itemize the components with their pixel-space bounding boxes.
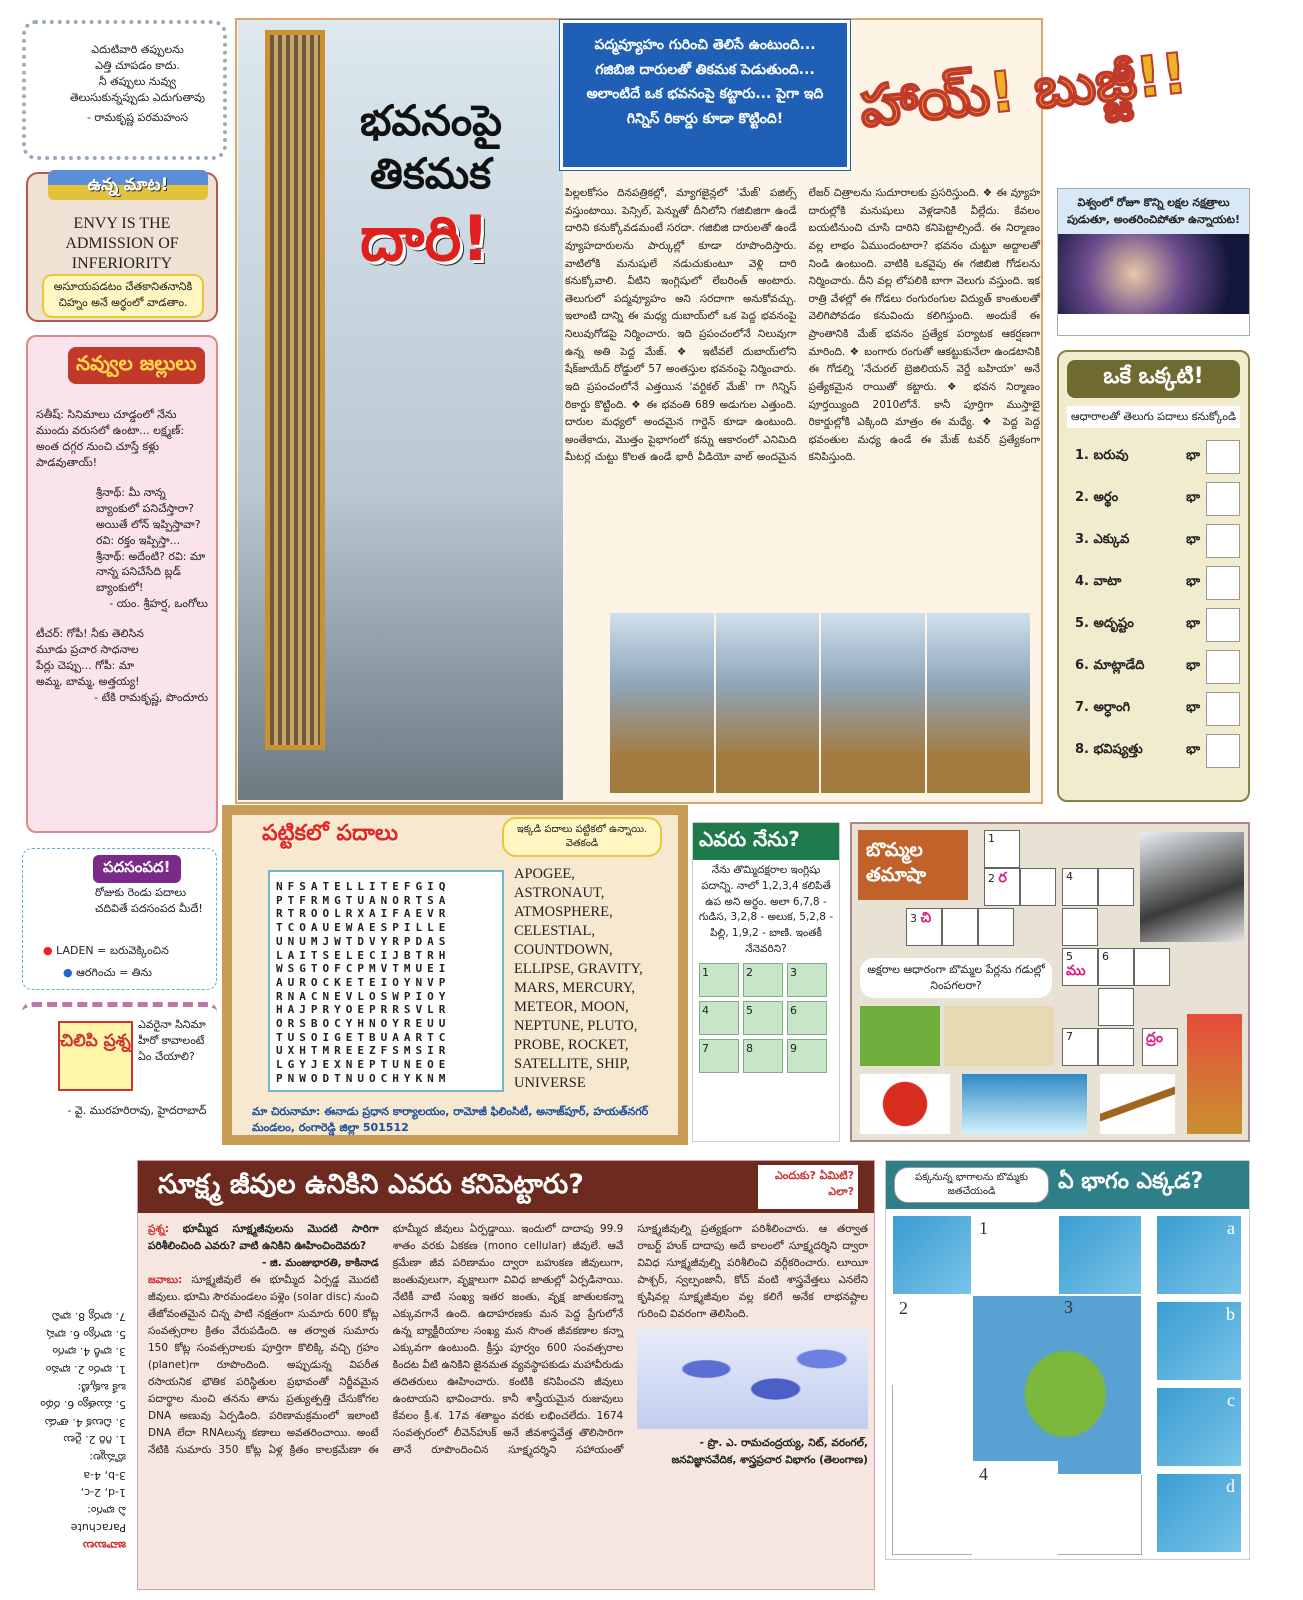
word: CELESTIAL,: [514, 923, 595, 939]
clue-row: [1067, 436, 1240, 478]
address: మా చిరునామా: ఈనాడు ప్రధాన కార్యాలయం, రామోజీ ఫిలింసిటీ, అనాజ్‌పూర్, హయత్‌నగర్ మండలం, రంగారెడ్డి జిల్లా 501512: [252, 1105, 649, 1134]
crossword-cell[interactable]: [978, 908, 1014, 946]
grid-row: RNACNEVLOSWPIOY: [276, 989, 451, 1003]
crossword-cell[interactable]: [1098, 1028, 1134, 1066]
answers-column: [20, 1160, 132, 1560]
answer-box[interactable]: [1206, 734, 1240, 768]
proverb-meaning: అసూయపడటం చేతకానితనానికి చిహ్నం అనే అర్థంలో వాడతాం.: [42, 274, 204, 318]
piece-slot[interactable]: [1058, 1215, 1142, 1295]
quote-author: - రామకృష్ణ పరమహంస: [86, 110, 189, 124]
word-1: LADEN = బరువెక్కించిన: [56, 944, 169, 957]
road-image: [1140, 832, 1244, 942]
joke: టీచర్: గోపీ! నీకు తెలిసిన మూడు ప్రచార సాధనాల పేర్లు చెప్పు... గోపీ: మా అమ్మ, బామ్మ, అత్తయ్య!: [36, 627, 144, 689]
slot-number: 1: [979, 1218, 988, 1238]
quote-box: [22, 20, 227, 160]
word: COUNTDOWN,: [514, 942, 613, 958]
letter-hint: ద్రం: [1146, 1030, 1163, 1046]
clue: 2. అర్థం: [1075, 489, 1119, 505]
word: UNIVERSE: [514, 1075, 586, 1091]
letter-hint: చి: [920, 910, 932, 926]
padasampada-box: [22, 848, 217, 990]
word-search-title: పట్టికలో పదాలు: [262, 821, 399, 846]
joke-author: - టేకి రామకృష్ణ, పొందూరు: [94, 691, 208, 704]
thread-ball-image: [860, 1074, 950, 1134]
answer-cell[interactable]: 2: [743, 963, 783, 997]
crossword-cell[interactable]: 6: [1098, 948, 1134, 986]
galaxy-image: [1058, 234, 1249, 314]
answer-label: జవాబు:: [148, 1274, 183, 1286]
grid-row: LGYJEXNEPTUNEOE: [276, 1058, 451, 1072]
word: METEOR, MOON,: [514, 999, 629, 1015]
question-label: ప్రశ్న:: [148, 1223, 169, 1235]
joke: శ్రీనాథ్: మీ నాన్న బ్యాంకులో పనిచేస్తారా? అయితే లోన్ ఇప్పిస్తావా? రవి: రక్తం ఇప్పిస్తా... శ్రీనాథ్: అదేంటి? రవి: మా నాన్న పనిచేసేది బ్లడ్ బ్యాంకులో!: [96, 485, 206, 595]
crossword-cell[interactable]: [1020, 868, 1056, 906]
evaru-nenu-question: నేను తొమ్మిదక్షరాల ఇంగ్లిషు పదాన్ని. నాలో 1,2,3,4 కలిపితే ఉప అని అర్థం. అలా 6,7,8 - గుడిస, 3,2,8 - అలుక, 5,2,8 - పిల్లి, 1,9,2 - బాణి. ఇంతకీ నేనెవరిని?: [698, 864, 834, 955]
quote-line: తెలుసుకున్నప్పుడు ఎదుగుతావు: [69, 90, 205, 104]
tower-photos: [610, 613, 1030, 793]
answer-line: 3. భారీ 4. భాగం: [52, 1345, 126, 1359]
answer-box[interactable]: [1206, 524, 1240, 558]
crossword-cell[interactable]: 7: [1062, 1028, 1098, 1066]
word-2: ఆరగించు = తిను: [76, 966, 152, 979]
answer-box[interactable]: [1206, 566, 1240, 600]
answer-line: 1-d, 2-c,: [80, 1486, 126, 1500]
ee-bhagam-ekkada-puzzle: [885, 1160, 1250, 1560]
padasampada-title: పదసంపద!: [93, 855, 181, 883]
headline-red: దారి!: [360, 202, 490, 275]
crossword-cell[interactable]: 2 ర: [984, 868, 1020, 906]
answer-line: ఏ భాగం:: [87, 1503, 126, 1517]
jokes-title: నవ్వుల జల్లులు: [68, 347, 205, 384]
crossword-cell[interactable]: [1142, 1028, 1178, 1066]
credit: - ప్రొ. ఎ. రామచంద్రయ్య, నిట్, వరంగల్, జనవిజ్ఞానవేదిక, శాస్త్రప్రచార విభాగం (తెలంగాణ): [671, 1437, 868, 1466]
piece-slot[interactable]: [1058, 1295, 1142, 1385]
grid-row: UXHTMREEZFSMSIR: [276, 1044, 451, 1058]
grid-row: PTFRMGTUANORTSA: [276, 893, 451, 907]
bommala-tamasha-puzzle: [850, 822, 1250, 1142]
answer-box[interactable]: [1206, 650, 1240, 684]
photo: [610, 613, 714, 793]
chilipi-title: చిలిపి ప్రశ్న: [58, 1021, 133, 1091]
crossword-cell[interactable]: 3 చి: [906, 908, 942, 946]
word: PROBE, ROCKET,: [514, 1037, 629, 1053]
bommala-instruction: అక్షరాల ఆధారంగా బొమ్మల పేర్లను గడుల్లో నింపగలరా?: [860, 958, 1052, 998]
grid-row: AUROCKETEIOYNVP: [276, 975, 451, 989]
crossword-cell[interactable]: [1062, 908, 1098, 946]
answer-cell[interactable]: 9: [787, 1039, 827, 1073]
prefix: భా: [1186, 447, 1200, 463]
clue: 8. భవిష్యత్తు: [1075, 741, 1143, 757]
clue-row: [1067, 562, 1240, 604]
clue-row: [1067, 520, 1240, 562]
parrot-image: [860, 1006, 940, 1066]
prefix: భా: [1186, 573, 1200, 589]
hai-bujji-logo: [856, 25, 1250, 175]
jokes-section: [26, 335, 218, 833]
clue-row: [1067, 478, 1240, 520]
answer-cell[interactable]: 7: [699, 1039, 739, 1073]
crossword-cell[interactable]: [1098, 988, 1134, 1026]
letter-hint: ర: [998, 870, 1007, 886]
clue: 1. బరువు: [1075, 447, 1129, 463]
answer-cell[interactable]: 8: [743, 1039, 783, 1073]
clue-row: [1067, 604, 1240, 646]
word: SATELLITE, SHIP,: [514, 1056, 630, 1072]
headline-line: భవనంపై: [360, 96, 503, 145]
slot-number: 4: [979, 1464, 988, 1484]
quote-line: ఎదుటివారి తప్పులను: [91, 43, 184, 56]
word-search-puzzle: [222, 805, 688, 1145]
bhagam-title: ఏ భాగం ఎక్కడ?: [1058, 1169, 1204, 1194]
grid-row: UNUMJWTDVYRPDAS: [276, 934, 451, 948]
word-list: [514, 865, 643, 1093]
word-meaning: ● LADEN = బరువెక్కించిన: [43, 944, 169, 957]
bacteria-image: [637, 1329, 868, 1429]
piece-label: a: [1227, 1218, 1235, 1238]
padasampada-text: రోజుకు రెండు పదాలు చదివితే పదసంపద మీదే!: [95, 886, 203, 915]
chilipi-prashna-box: [22, 1002, 217, 1142]
chilipi-author: - వై. మురహరిరావు, హైదరాబాద్: [67, 1104, 207, 1117]
word: NEPTUNE, PLUTO,: [514, 1018, 638, 1034]
clue: 6. మాట్లాడేది: [1075, 657, 1145, 673]
prefix: భా: [1186, 657, 1200, 673]
photo: [927, 613, 1031, 793]
answer-line: 1. గిరి 2. రైలు: [63, 1433, 126, 1447]
word-search-hint: ఇక్కడి పదాలు పట్టికలో ఉన్నాయి. వెతకండి: [502, 817, 662, 857]
prefix: భా: [1186, 741, 1200, 757]
photo: [716, 613, 820, 793]
chariot-image: [1187, 1014, 1242, 1134]
letter-grid: [268, 870, 504, 1092]
oke-okkati-instruction: ఆధారాలతో తెలుగు పదాలు కనుక్కోండి: [1067, 406, 1240, 428]
letter-hint: ము: [1066, 963, 1086, 979]
answer-line: 7. భార్య 8. భావి: [51, 1310, 126, 1324]
grid-row: WSGTOFCPMVTMUEI: [276, 962, 451, 976]
evaru-nenu-title: ఎవరు నేను?: [693, 823, 839, 860]
blurb-box: పద్మవ్యూహం గురించి తెలిసే ఉంటుంది... గజిబిజి దారులతో తికమక పెడుతుంది... అలాంటిదే ఒక భవనంపై కట్టారు... పైగా ఇది గిన్నిస్ రికార్డు కూడా కొట్టింది!: [560, 20, 850, 170]
article-body: పిల్లలకోసం దినపత్రికల్లో, మ్యాగజైన్లలో 'మేజ్' పజిల్స్ వస్తుంటాయి. పెన్సిల్, పెన్నుతో దీనిలోని గజిబిజిగా ఉండే దారిని కనుక్కోవడమంటే సరదా. గజిబిజి దారులతో ఉండే వ్యూహదారులను పార్కుల్లో కూడా రూపొందిస్తారు. వాటిలోకి మనుషులే నడుచుకుంటూ వెళ్లి దారి కనుక్కోవాలి. వీటిని ఇంగ్లిషులో లేబరింత్ అంటారు. తెలుగులో పద్మవ్యూహం అని సరదాగా అనుకోవచ్చు. ఇలాంటి దాన్ని ఈ మధ్య దుబాయ్‌లో ఒక పెద్ద భవనంపై నిలువుగోడపై నిర్మించారు. ఇది ప్రపంచంలోనే నిలువుగా ఉన్న అతి పెద్ద మేజ్. ❖ ఇటీవలే దుబాయ్‌లోని షేక్‌జాయేద్ రోడ్డులో 57 అంతస్తుల భవనంపై నిర్మించారు. ఇది ప్రపంచంలోనే ఎత్తయిన 'వర్టికల్ మేజ్' గా గిన్నిస్ రికార్డు కొట్టింది. ❖ ఈ భవంతి 689 అడుగుల ఎత్తుంది. దారుల మధ్యలో అందమైన గార్డెన్ కూడా ఉంటుంది. అంతేకాదు, మొత్తం పైభాగంలో కన్ను ఆకారంలో ఎనిమిది మీటర్ల చుట్టు కొలత ఉండే భారీ వీడియో వాల్ అందమైన లేజర్ చిత్రాలను సుదూరాలకు ప్రసరిస్తుంది. ❖ ఈ వ్యూహ దారుల్లోకి మనుషులు వెళ్లడానికి వీల్లేదు. కేవలం బయటినుంచి చూసి దారిని కనిపెట్టాల్సిందే. ఈ నిర్మాణం వల్ల లాభం ఏముందంటారా? భవనం చుట్టూ అద్దాలతో నిండి ఉంటుంది. వాటికి ఒకవైపు ఈ గజిబిజి గోడలను నిర్మించారు. దీని వల్ల లోపలికి బాగా వెలుగు వస్తుంది. ఇక రాత్రి వేళల్లో ఈ గోడలు రంగురంగుల విద్యుత్ కాంతులతో వెలిగిపోవడం కనువిందు కలిగిస్తుంది. అందుకే ఈ ప్రాంతానికి మేజ్ భవనం ప్రత్యేక పర్యాటక ఆకర్షణగా మారింది. ❖ బంగారు రంగుతో ఆకట్టుకునేలా ఉండటానికి ఈ గోడల్ని 'నేచురల్ బ్రెజిలియన్ వెర్డే బహియా' అనే ప్రత్యేకమైన రాయితో కట్టారు. ❖ భవన నిర్మాణం పూర్తయ్యింది 2010లోనే. కానీ పూర్తిగా ముస్తాబై రికార్డుల్లోకి ఎక్కింది మాత్రం ఈ మధ్యే. ❖ పెద్ద పెద్ద భవంతుల మధ్య ఉండే ఈ మేజ్ టవర్ ప్రత్యేకంగా కనిపిస్తుంది.: [565, 187, 1040, 464]
word-meaning: ● ఆరగించు = తిను: [63, 966, 152, 979]
word: ATMOSPHERE,: [514, 904, 613, 920]
slot-number: 2: [899, 1298, 908, 1318]
clue: 3. ఎక్కువ: [1075, 531, 1130, 547]
answer-line: Parachute: [70, 1521, 126, 1535]
puzzle-piece[interactable]: [1156, 1473, 1242, 1553]
headline: [360, 95, 502, 278]
answer-text: సూక్ష్మజీవులే ఈ భూమ్మీద ఏర్పడ్డ మొదటి జీవులు. భూమి సౌరమండలం పళ్లెం (solar disc) నుంచి తేజోవంతమైన చిన్న పాటి నక్షత్రంగా సుమారు 600 కోట్ల సంవత్సరాల క్రితం వేరుపడింది. ఆ తర్వాత సుమారు 150 కోట్ల సంవత్సరాలకు పూర్తిగా కొలిక్కి వచ్చి గ్రహం (planet)గా రూపొందింది. అప్పుడున్న విపరీత రసాయనిక భౌతిక పరిస్థితుల ప్రభావంతో నిర్జీవమైన పదార్థాల నుంచి తనను తాను ప్రత్యుత్పత్తి చేసుకోగల DNA అణువు ఏర్పడింది. పరిణామక్రమంలో ఇలాంటి DNA లేదా RNAలున్న కణాలు అవతరించాయి. అంటే నేటికి సుమారు 350 కోట్ల ఏళ్ల క్రితం కాలక్రమేణా ఈ భూమ్మీద జీవులు ఏర్పడ్డాయి. ఇందులో దాదాపు 99.9 శాతం వరకు ఏకకణ (mono cellular) జీవులే. ఆవే క్రమేణా జీవ పరిణామం ద్వారా బహుకణ జీవులుగా, జంతువులుగా, వృక్షాలుగా వివిధ జాతుల్లో ఏర్పడినాయి. నేటికీ వాటి సంఖ్య ఇతర జంతు, వృక్ష జాతులకన్నా ఎక్కువగానే ఉంది. ఉదాహరణకు మన పెద్ద ప్రేగులోనే ఉన్న బ్యాక్టీరియాల సంఖ్య మన సొంత జీవకణాల కన్నా ఎక్కువగా ఉంటుంది. క్రీస్తు పూర్వం 600 సంవత్సరాల కిందట వీటి ఉనికిని జైనమత వ్యవస్థాపకుడు మహావీరుడు తదితరులు ఊహించారు. కంటికి కనిపించని జీవులు ఉంటాయని భావించారు. కానీ శాస్త్రీయమైన రుజువులు కేవలం క్రీ.శ. 17వ శతాబ్దం వరకు లభించలేదు. 1674 సంవత్సరంలో లీవెన్‌హుక్ అనే జీవశాస్త్రవేత్త తొలిసారిగా తానే రూపొందించిన సూక్ష్మదర్శిని సహాయంతో సూక్ష్మజీవుల్ని ప్రత్యక్షంగా పరిశీలించారు. ఆ తర్వాత రాబర్ట్ హుక్ దాదాపు అదే కాలంలో సూక్ష్మదర్శిని ద్వారా వివిధ సూక్ష్మజీవుల్ని పరిశీలించి వర్గీకరించారు. లూయీ పాశ్చర్, స్వల్పంజానీ, కోచ్ వంటి శాస్త్రవేత్తలు ఎనలేని కృషివల్ల సూక్ష్మజీవుల వల్ల కలిగే అనేక లాభనష్టాల గురించి వివరంగా తెలిసింది.: [148, 1223, 868, 1456]
joke: సతీష్: సినిమాలు చూడ్డంలో నేను ముందు వరుసలో ఉంటా... లక్ష్మణ్: అంత దగ్గర నుంచి చూస్తే కళ్లు పాడవుతాయ్!: [36, 408, 185, 469]
prefix: భా: [1186, 531, 1200, 547]
answer-line: 1. భారం 2. భావం: [45, 1363, 126, 1377]
piece-slot[interactable]: [972, 1215, 1058, 1295]
crossword-cell[interactable]: 5 ము: [1062, 948, 1098, 986]
answer-box[interactable]: [1206, 440, 1240, 474]
piece-slot[interactable]: [892, 1295, 972, 1385]
oke-okkati-puzzle: [1057, 350, 1250, 802]
english-proverb: ENVY IS THE ADMISSION OF INFERIORITY: [65, 215, 179, 272]
answer-box[interactable]: [1206, 692, 1240, 726]
question-text: భూమ్మీద సూక్ష్మజీవులను మొదటి సారిగా పరిశీలించింది ఎవరు? వాటి ఉనికిని ఊహించిందెవరు?: [148, 1223, 379, 1252]
photo: [821, 613, 925, 793]
grid-row: HAJPRYOEPRRSVLR: [276, 1003, 451, 1017]
prefix: భా: [1186, 615, 1200, 631]
answers-title: జవాబులు: [82, 1539, 126, 1552]
flute-image: [1100, 1074, 1175, 1134]
word: APOGEE,: [514, 866, 575, 882]
word: ELLIPSE, GRAVITY,: [514, 961, 643, 977]
puzzle-piece[interactable]: [1156, 1387, 1242, 1467]
grid-row: TCOAUEWAESPILLE: [276, 921, 451, 935]
crossword-cell[interactable]: [1134, 948, 1170, 986]
answer-cell[interactable]: 6: [787, 1001, 827, 1035]
sea-wave-image: [962, 1074, 1087, 1134]
asker: - జి. మంజుభారతి, కాకినాడ: [262, 1257, 379, 1269]
chilipi-question: ఎవరైనా సినిమా హీరో కావాలంటే ఏం చేయాలి?: [138, 1018, 206, 1063]
bhagam-hint: పక్కనున్న భాగాలను బొమ్మకు జతచేయండి: [894, 1167, 1049, 1203]
piece-label: d: [1226, 1476, 1235, 1496]
oke-okkati-title: ఒకే ఒక్కటి!: [1067, 360, 1240, 398]
why-what-how-badge: ఎందుకు? ఏమిటి? ఎలా?: [758, 1165, 858, 1209]
prefix: భా: [1186, 699, 1200, 715]
grid-row: PNWODTNUOCHYKNM: [276, 1071, 451, 1085]
quote-line: నీ తప్పులు నువ్వు: [98, 74, 177, 88]
answer-box[interactable]: [1206, 608, 1240, 642]
clue: 7. అర్ధాంగి: [1075, 699, 1131, 715]
answer-cell[interactable]: 3: [787, 963, 827, 997]
unna-maata-title: ఉన్న మాట!: [48, 170, 208, 200]
microbes-title: సూక్ష్మ జీవుల ఉనికిని ఎవరు కనిపెట్టారు?: [138, 1161, 874, 1213]
slot-number: 3: [1064, 1297, 1073, 1317]
piece-label: b: [1226, 1304, 1235, 1324]
clue: 5. అదృష్టం: [1075, 615, 1134, 631]
answer-line: 5. ముత్యం 6. రథం: [40, 1398, 126, 1412]
answer-grid: [699, 963, 839, 1073]
word: MARS, MERCURY,: [514, 980, 636, 996]
joke-author: - యం. శ్రీహర్ష, ఒంగోలు: [109, 597, 208, 611]
piece-label: c: [1227, 1390, 1235, 1410]
piece-slot[interactable]: [972, 1461, 1058, 1555]
answer-cell[interactable]: 5: [743, 1001, 783, 1035]
headline-line: తికమక: [370, 148, 492, 198]
grid-row: NFSATELLITEFGIQ: [276, 880, 451, 893]
grid-row: LAITSELECIJBTRH: [276, 948, 451, 962]
grid-row: RTROOLRXAIFAEVR: [276, 907, 451, 921]
logo-text: హాయ్! బుజ్జీ!!: [856, 41, 1191, 141]
clue-row: [1067, 688, 1240, 730]
answer-line: 5. భాగ్యం 6. భాష: [46, 1327, 126, 1341]
puzzle-piece[interactable]: [1156, 1301, 1242, 1381]
answer-cell[interactable]: 4: [699, 1001, 739, 1035]
word: ASTRONAUT,: [514, 885, 605, 901]
crossword-cell[interactable]: 1: [984, 830, 1020, 868]
evaru-nenu-puzzle: [692, 822, 840, 1142]
answer-box[interactable]: [1206, 482, 1240, 516]
quote-line: ఎత్తి చూపడం కాదు.: [95, 58, 180, 72]
answer-line: 3-b, 4-a: [83, 1468, 126, 1482]
unna-maata-box: [26, 172, 218, 322]
grid-row: ORSBOCYHNOYREUU: [276, 1017, 451, 1031]
clue: 4. వాటా: [1075, 573, 1122, 589]
space-fact-box: [1057, 188, 1250, 336]
microbes-body: [148, 1221, 868, 1586]
clue-row: [1067, 730, 1240, 772]
puzzle-piece[interactable]: [1156, 1215, 1242, 1295]
answer-line: ఒకే ఒక్కటి:: [77, 1380, 126, 1394]
microbes-article: [137, 1160, 875, 1590]
space-fact: విశ్వంలో రోజూ కొన్ని లక్షల నక్షత్రాలు పుడుతూ, అంతరించిపోతూ ఉన్నాయట!: [1058, 189, 1249, 234]
bommala-title: బొమ్మల తమాషా: [858, 830, 968, 900]
anchor-image: [944, 1006, 1054, 1066]
crossword-cell[interactable]: [1098, 868, 1134, 906]
answer-line: 3. చిలుక 4. తాడు: [44, 1415, 126, 1429]
grid-row: TUSOIGETBUAARTC: [276, 1030, 451, 1044]
maze-tower-image: [265, 30, 325, 750]
clue-row: [1067, 646, 1240, 688]
answer-cell[interactable]: 1: [699, 963, 739, 997]
answer-line: బొమ్మల:: [89, 1451, 126, 1465]
prefix: భా: [1186, 489, 1200, 505]
crossword-cell[interactable]: [942, 908, 978, 946]
piece-slot[interactable]: [892, 1215, 972, 1295]
crossword-cell[interactable]: 4: [1062, 868, 1098, 906]
